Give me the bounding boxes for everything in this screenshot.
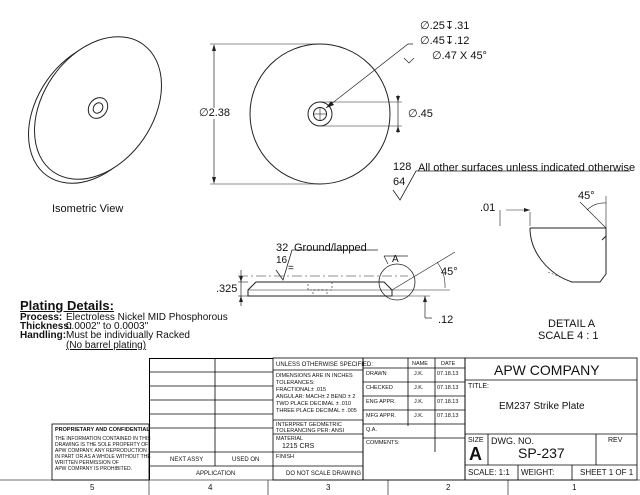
detail-angle: 45° xyxy=(578,190,595,202)
finish-all-top: 128 xyxy=(393,161,412,173)
proprietary-line: APW COMPANY IS PROHIBITED. xyxy=(55,466,133,472)
chamfer-depth: .12 xyxy=(438,314,454,326)
hole-callout-2: ∅.45↧.12 xyxy=(420,35,470,47)
plating-title: Plating Details: xyxy=(20,298,114,313)
checked-label: CHECKED xyxy=(366,385,393,391)
detail-callout-label: A xyxy=(392,254,399,265)
part-title: EM237 Strike Plate xyxy=(499,401,585,412)
drawn-label: DRAWN xyxy=(366,371,387,377)
unless-specified-label: UNLESS OTHERWISE SPECIFIED: xyxy=(276,362,373,368)
used-on-label: USED ON xyxy=(232,457,260,463)
mfg-appr-name: J.K. xyxy=(414,413,424,419)
finish-ground-mark: = xyxy=(288,263,294,274)
size-label: SIZE xyxy=(468,437,484,444)
isometric-label: Isometric View xyxy=(52,203,124,215)
detail-title: DETAIL A xyxy=(548,318,596,330)
proprietary-line: IN PART OR AS A WHOLE WITHOUT THE xyxy=(55,454,151,460)
next-assy-label: NEXT ASSY xyxy=(170,457,204,463)
plating-handling-value: Must be individually Racked xyxy=(66,330,190,341)
tolerances-label: TOLERANCES: xyxy=(276,380,315,386)
eng-appr-name: J.K. xyxy=(414,399,424,405)
proprietary-line: THE INFORMATION CONTAINED IN THIS xyxy=(55,436,151,442)
zone-number: 1 xyxy=(572,483,577,492)
mfg-appr-label: MFG APPR. xyxy=(366,413,396,419)
thickness-dim: .325 xyxy=(216,283,238,295)
hole-callout-1: ∅.25↧.31 xyxy=(420,20,470,32)
drawing-number: SP-237 xyxy=(518,445,565,461)
zone-number: 4 xyxy=(208,483,213,492)
fractional-tol: FRACTIONAL± .015 xyxy=(276,387,327,393)
plating-handling-label: Handling: xyxy=(20,330,67,341)
zone-number: 2 xyxy=(446,483,451,492)
size-value: A xyxy=(469,444,482,464)
counterbore-dim: ∅.45 xyxy=(408,108,433,120)
checked-name: J.K. xyxy=(414,385,424,391)
two-place-tol: TWO PLACE DECIMAL ± .010 xyxy=(276,401,351,407)
application-label: APPLICATION xyxy=(196,471,236,477)
proprietary-text xyxy=(55,436,151,472)
weight-label: WEIGHT: xyxy=(521,468,555,477)
scale-value: SCALE: 1:1 xyxy=(468,468,510,477)
finish-ground-top: 32 xyxy=(276,242,289,254)
zone-number: 3 xyxy=(326,483,331,492)
plating-thickness-label: Thickness: xyxy=(20,321,73,332)
dims-in-inches: DIMENSIONS ARE IN INCHES xyxy=(276,373,353,379)
detail-scale: SCALE 4 : 1 xyxy=(538,330,599,342)
tolerancing-label: TOLERANCING PER: ANSI xyxy=(276,428,345,434)
plating-process-value: Electroless Nickel MID Phosphorous xyxy=(66,312,228,323)
proprietary-line: WRITTEN PERMISSION OF xyxy=(55,460,119,466)
zone-number: 5 xyxy=(90,483,95,492)
angular-tol: ANGULAR: MACH± 2 BEND ± 2 xyxy=(276,394,356,400)
material-label: MATERIAL xyxy=(276,436,304,442)
three-place-tol: THREE PLACE DECIMAL ± .005 xyxy=(276,408,357,414)
eng-appr-label: ENG APPR. xyxy=(366,399,396,405)
chamfer-angle: 45° xyxy=(441,266,458,278)
plating-handling-note: (No barrel plating) xyxy=(66,340,147,351)
checked-date: 07.18.13 xyxy=(437,385,459,391)
finish-ground-note: Ground/lapped xyxy=(294,242,367,254)
title-label: TITLE: xyxy=(468,383,490,390)
outer-diameter-dim: ∅2.38 xyxy=(199,107,230,119)
drawn-name: J.K. xyxy=(414,371,424,377)
no-scale-label: DO NOT SCALE DRAWING xyxy=(286,471,362,477)
company-name: APW COMPANY xyxy=(494,362,600,378)
detail-dim: .01 xyxy=(480,202,496,214)
finish-all-bottom: 64 xyxy=(393,176,406,188)
dwg-no-label: DWG. NO. xyxy=(491,436,534,446)
sheet-number: SHEET 1 OF 1 xyxy=(580,468,634,477)
finish-ground-bottom: 16 xyxy=(276,255,288,266)
qa-label: Q.A. xyxy=(366,427,378,433)
material-value: 1215 CRS xyxy=(282,443,315,450)
finish-label: FINISH xyxy=(276,454,295,460)
finish-all-note: All other surfaces unless indicated otherwise xyxy=(418,162,636,174)
plating-process-label: Process: xyxy=(20,312,63,323)
name-header: NAME xyxy=(412,361,428,367)
date-header: DATE xyxy=(441,361,456,367)
plating-thickness-value: 0.0002" to 0.0003" xyxy=(66,321,149,332)
comments-label: COMMENTS: xyxy=(366,440,400,446)
proprietary-title: PROPRIETARY AND CONFIDENTIAL xyxy=(55,427,150,433)
eng-appr-date: 07.18.13 xyxy=(437,399,459,405)
proprietary-line: DRAWING IS THE SOLE PROPERTY OF xyxy=(55,442,149,448)
interpret-label: INTERPRET GEOMETRIC xyxy=(276,422,342,428)
mfg-appr-date: 07.18.13 xyxy=(437,413,459,419)
hole-callout-3: ∅.47 X 45° xyxy=(432,50,487,62)
rev-label: REV xyxy=(608,437,623,444)
proprietary-line: APW COMPANY. ANY REPRODUCTION xyxy=(55,448,147,454)
drawn-date: 07.18.13 xyxy=(437,371,459,377)
